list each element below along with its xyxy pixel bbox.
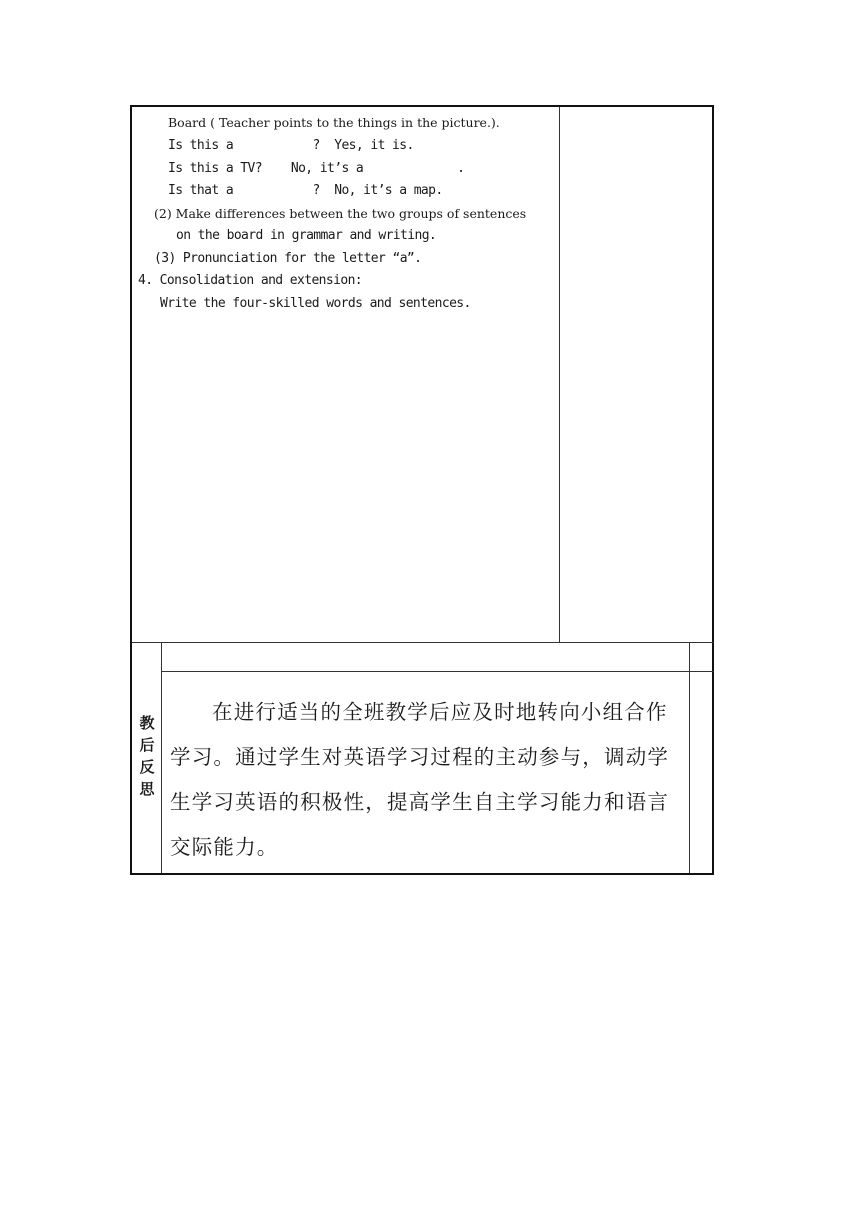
reflection-paragraph: 在进行适当的全班教学后应及时地转向小组合作学习。通过学生对英语学习过程的主动参与，调动学生学习英语的积极性，提高学生自主学习能力和语言交际能力。 — [170, 700, 670, 859]
lesson-plan-table — [130, 105, 714, 875]
procedure-line: (3) Pronunciation for the letter “a”. — [154, 251, 422, 266]
procedure-line: (2) Make differences between the two groups of sentences — [154, 206, 527, 221]
reflection-label — [132, 712, 162, 800]
procedure-line: Is this a ? Yes, it is. — [168, 138, 414, 153]
procedure-line: on the board in grammar and writing. — [176, 228, 437, 243]
reflection-label-cell — [132, 643, 162, 873]
blank-row-cell — [162, 643, 690, 672]
procedure-line: Write the four-skilled words and sentences. — [160, 296, 471, 311]
procedure-line: Is that a ? No, it’s a map. — [168, 183, 443, 198]
notes-cell — [560, 107, 714, 643]
label-char: 后 — [139, 736, 155, 754]
procedure-line: Is this a TV? No, it’s a . — [168, 161, 465, 176]
blank-row-right-cell — [690, 643, 714, 672]
teaching-procedure-cell — [132, 107, 560, 643]
procedure-heading: 4. Consolidation and extension: — [138, 273, 363, 288]
procedure-line: Board ( Teacher points to the things in the picture.). — [168, 115, 500, 130]
label-char: 反 — [139, 758, 155, 776]
reflection-section — [132, 643, 712, 873]
reflection-right-cell — [690, 672, 714, 873]
reflection-text-cell — [162, 672, 690, 873]
label-char: 教 — [139, 714, 155, 732]
label-char: 思 — [139, 780, 155, 798]
